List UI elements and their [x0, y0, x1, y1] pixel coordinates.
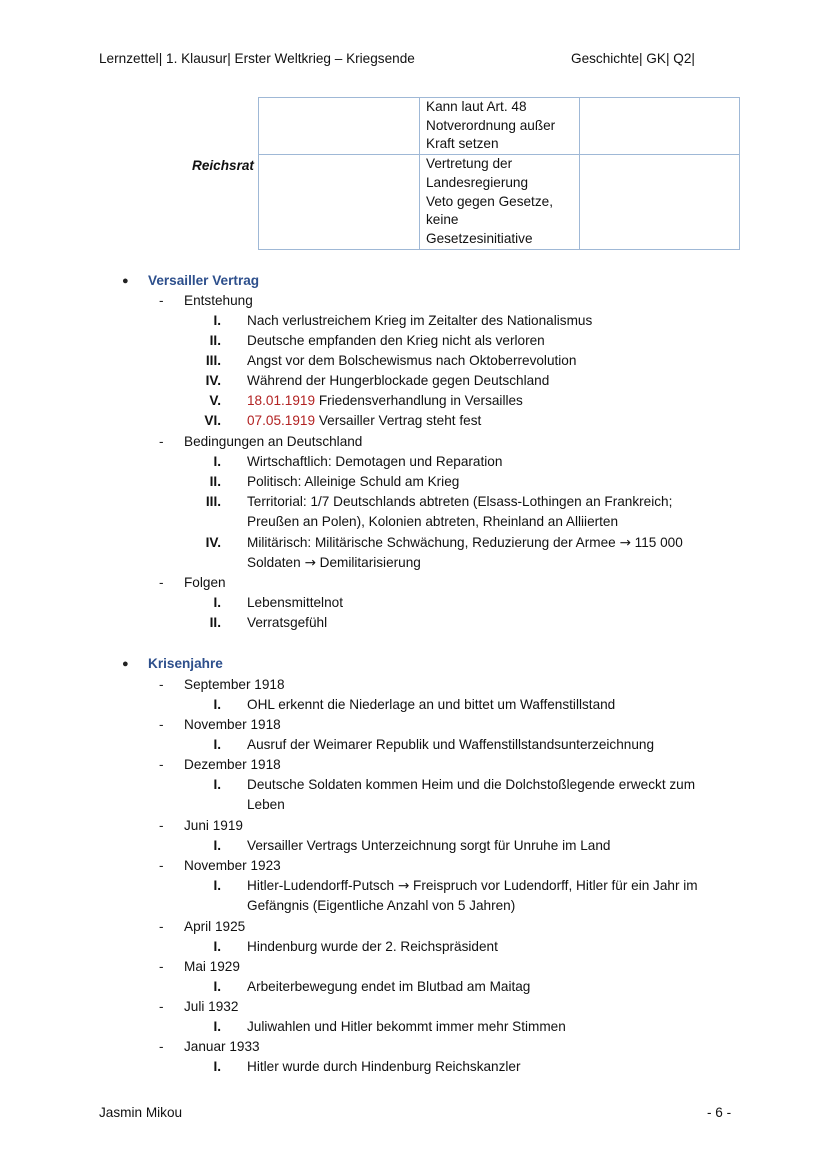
list-item: Territorial: 1/7 Deutschlands abtreten (Elsass-Lothingen an Frankreich;	[247, 494, 673, 509]
list-item: OHL erkennt die Niederlage an und bittet um Waffenstillstand	[247, 697, 616, 712]
subheading-entstehung: Entstehung	[184, 293, 253, 308]
list-item: Politisch: Alleinige Schuld am Krieg	[247, 474, 460, 489]
list-number: II.	[209, 474, 221, 489]
dash-icon: -	[159, 717, 164, 732]
dash-icon: -	[159, 575, 164, 590]
bullet-icon: ●	[122, 275, 129, 287]
dash-icon: -	[159, 677, 164, 692]
timeline-date: Januar 1933	[184, 1039, 260, 1054]
timeline-date: Juli 1932	[184, 999, 239, 1014]
list-number: V.	[209, 393, 221, 408]
header-title: Lernzettel| 1. Klausur| Erster Weltkrieg – Kriegsende	[99, 51, 415, 66]
section-title-versailles: Versailler Vertrag	[148, 273, 260, 288]
list-item-continuation: Soldaten → Demilitarisierung	[247, 555, 421, 571]
list-number: I.	[213, 595, 221, 610]
list-number: I.	[213, 878, 221, 893]
table-cell	[259, 98, 420, 155]
dash-icon: -	[159, 999, 164, 1014]
list-number: I.	[213, 313, 221, 328]
list-item: 18.01.1919 Friedensverhandlung in Versailles	[247, 393, 523, 408]
bullet-icon: ●	[122, 658, 129, 670]
timeline-date: Mai 1929	[184, 959, 240, 974]
list-number: IV.	[205, 373, 221, 388]
list-item: Hitler wurde durch Hindenburg Reichskanzler	[247, 1059, 521, 1074]
table-cell	[580, 98, 740, 155]
list-item: Nach verlustreichem Krieg im Zeitalter des Nationalismus	[247, 313, 593, 328]
list-item: 07.05.1919 Versailler Vertrag steht fest	[247, 413, 482, 428]
list-item: Wirtschaftlich: Demotagen und Reparation	[247, 454, 503, 469]
list-item: Militärisch: Militärische Schwächung, Reduzierung der Armee → 115 000	[247, 535, 683, 551]
timeline-date: November 1923	[184, 858, 281, 873]
list-item: Verratsgefühl	[247, 615, 328, 630]
arrow-right-icon: →	[619, 535, 631, 551]
date-highlight: 18.01.1919	[247, 393, 316, 408]
dash-icon: -	[159, 1039, 164, 1054]
dash-icon: -	[159, 434, 164, 449]
section-title-krisenjahre: Krisenjahre	[148, 656, 223, 671]
subheading-bedingungen: Bedingungen an Deutschland	[184, 434, 363, 449]
list-item: Arbeiterbewegung endet im Blutbad am Maitag	[247, 979, 531, 994]
list-item-continuation: Leben	[247, 797, 285, 812]
constitution-table	[258, 97, 740, 250]
arrow-right-icon: →	[304, 555, 316, 571]
date-highlight: 07.05.1919	[247, 413, 316, 428]
table-cell	[259, 155, 420, 250]
list-item-continuation: Preußen an Polen), Kolonien abtreten, Rheinland an Alliierten	[247, 514, 619, 529]
header-subject: Geschichte| GK| Q2|	[571, 51, 695, 66]
list-item: Hitler-Ludendorff-Putsch → Freispruch vor Ludendorff, Hitler für ein Jahr im	[247, 878, 698, 894]
list-number: III.	[205, 494, 221, 509]
list-item: Ausruf der Weimarer Republik und Waffenstillstandsunterzeichnung	[247, 737, 655, 752]
list-item-continuation: Gefängnis (Eigentliche Anzahl von 5 Jahren)	[247, 898, 516, 913]
row-label-reichsrat: Reichsrat	[192, 158, 254, 173]
table-cell	[580, 155, 740, 250]
list-number: II.	[209, 615, 221, 630]
timeline-date: September 1918	[184, 677, 285, 692]
timeline-date: April 1925	[184, 919, 246, 934]
table-cell: Kann laut Art. 48 Notverordnung außer Kraft setzen	[420, 98, 580, 155]
list-item: Lebensmittelnot	[247, 595, 343, 610]
dash-icon: -	[159, 818, 164, 833]
dash-icon: -	[159, 757, 164, 772]
list-number: III.	[205, 353, 221, 368]
list-item: Während der Hungerblockade gegen Deutschland	[247, 373, 550, 388]
list-number: I.	[213, 979, 221, 994]
list-number: I.	[213, 1059, 221, 1074]
table-row	[259, 155, 740, 250]
list-number: I.	[213, 697, 221, 712]
dash-icon: -	[159, 919, 164, 934]
arrow-right-icon: →	[397, 878, 410, 894]
list-number: VI.	[204, 413, 221, 428]
list-number: I.	[213, 454, 221, 469]
list-item: Deutsche empfanden den Krieg nicht als verloren	[247, 333, 545, 348]
timeline-date: Dezember 1918	[184, 757, 281, 772]
table-row	[259, 98, 740, 155]
list-item: Hindenburg wurde der 2. Reichspräsident	[247, 939, 498, 954]
list-number: I.	[213, 939, 221, 954]
list-number: I.	[213, 777, 221, 792]
footer-page-number: - 6 -	[707, 1105, 732, 1120]
timeline-date: November 1918	[184, 717, 281, 732]
dash-icon: -	[159, 858, 164, 873]
list-item: Versailler Vertrags Unterzeichnung sorgt für Unruhe im Land	[247, 838, 611, 853]
subheading-folgen: Folgen	[184, 575, 226, 590]
list-number: IV.	[205, 535, 221, 550]
list-item: Deutsche Soldaten kommen Heim und die Dolchstoßlegende erweckt zum	[247, 777, 696, 792]
table-cell: Vertretung der Landesregierung Veto gegen Gesetze, keine Gesetzesinitiative	[420, 155, 580, 250]
list-number: I.	[213, 1019, 221, 1034]
footer-author: Jasmin Mikou	[99, 1105, 183, 1120]
dash-icon: -	[159, 959, 164, 974]
list-item: Juliwahlen und Hitler bekommt immer mehr Stimmen	[247, 1019, 566, 1034]
list-number: I.	[213, 737, 221, 752]
list-number: II.	[209, 333, 221, 348]
list-number: I.	[213, 838, 221, 853]
timeline-date: Juni 1919	[184, 818, 243, 833]
dash-icon: -	[159, 293, 164, 308]
list-item: Angst vor dem Bolschewismus nach Oktoberrevolution	[247, 353, 577, 368]
